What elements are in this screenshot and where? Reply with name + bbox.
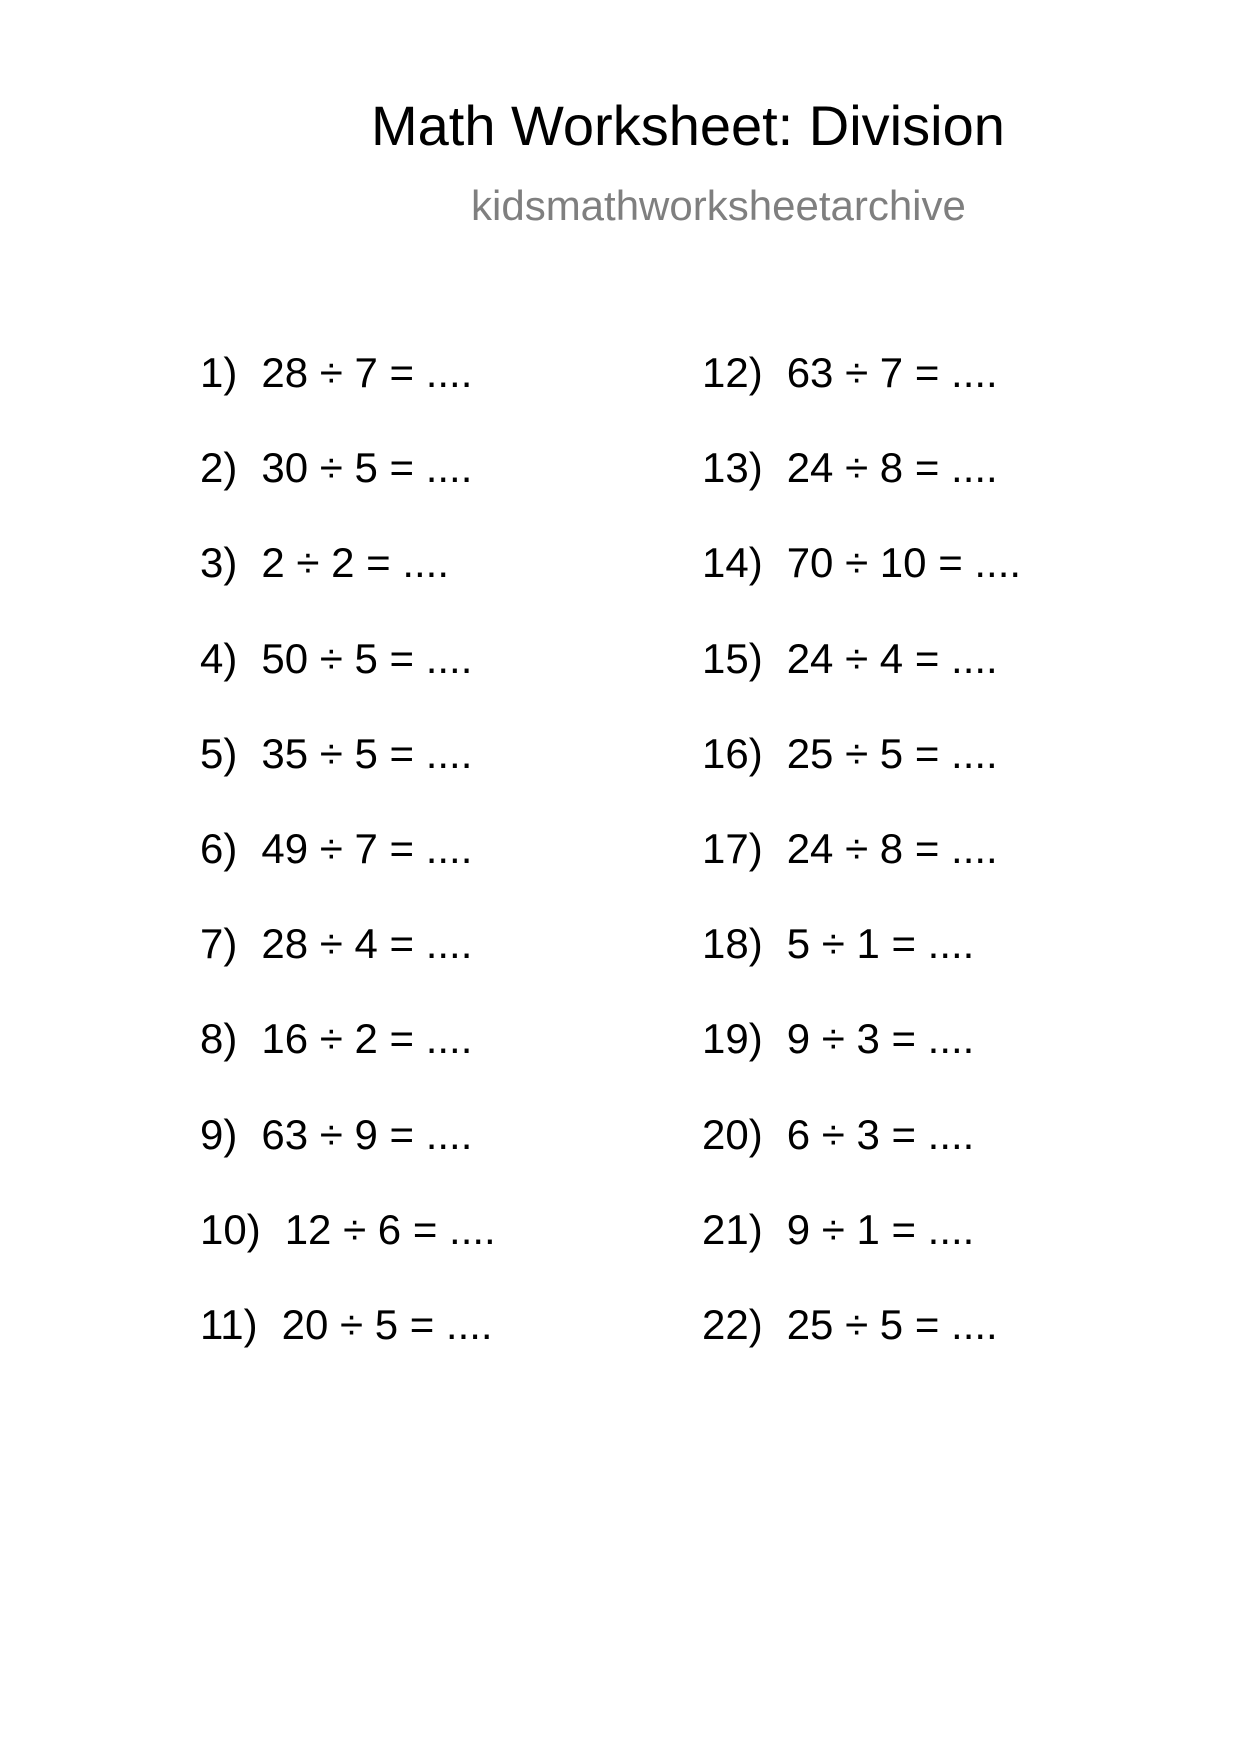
problem-expression: 63 ÷ 9 = .... [261,1110,473,1158]
problem-number: 12) [702,349,763,396]
problem-expression: 63 ÷ 7 = .... [786,349,998,396]
problem-expression: 28 ÷ 4 = .... [261,920,473,968]
problem-item [200,824,670,923]
problem-item [702,444,1172,542]
problem-column-right [702,349,1172,1399]
problem-item [702,1110,1172,1209]
problem-expression: 6 ÷ 3 = .... [786,1110,975,1158]
problem-item [200,920,670,1018]
problem-number: 17) [702,824,763,872]
problem-item [200,634,670,733]
problem-expression: 30 ÷ 5 = .... [261,444,473,492]
problem-item [702,634,1172,733]
site-name: kidsmathworksheetarchive [471,182,966,229]
problem-expression: 25 ÷ 5 = .... [786,1300,998,1348]
problem-item [702,1300,1172,1399]
problem-expression: 50 ÷ 5 = .... [261,634,473,682]
problem-number: 10) [200,1205,261,1253]
problem-number: 7) [200,920,238,968]
problem-item [200,1205,670,1304]
problem-item [200,729,670,828]
problem-number: 5) [200,729,238,777]
problem-number: 8) [200,1015,238,1063]
problem-item [702,920,1172,1018]
problem-item [702,349,1172,447]
problem-item [702,539,1172,637]
problem-expression: 12 ÷ 6 = .... [284,1205,496,1253]
problem-number: 15) [702,634,763,682]
problem-number: 21) [702,1205,763,1253]
problem-number: 6) [200,824,238,872]
problem-expression: 24 ÷ 4 = .... [786,634,998,682]
problem-expression: 9 ÷ 1 = .... [786,1205,975,1253]
problem-number: 2) [200,444,238,492]
problem-number: 11) [200,1300,258,1348]
problem-expression: 16 ÷ 2 = .... [261,1015,473,1063]
problem-expression: 2 ÷ 2 = .... [261,539,450,587]
problem-number: 1) [200,349,238,396]
problem-number: 14) [702,539,763,587]
problem-expression: 70 ÷ 10 = .... [786,539,1022,587]
page-title: Math Worksheet: Division [371,94,1005,157]
problem-number: 4) [200,634,238,682]
problem-number: 19) [702,1015,763,1063]
problem-item [200,539,670,637]
problem-item [702,729,1172,828]
problem-item [702,1205,1172,1304]
problem-number: 9) [200,1110,238,1158]
problem-item [200,1110,670,1209]
problem-expression: 28 ÷ 7 = .... [261,349,473,396]
problem-expression: 24 ÷ 8 = .... [786,824,998,872]
problem-item [200,1300,670,1399]
problem-expression: 49 ÷ 7 = .... [261,824,473,872]
problem-expression: 9 ÷ 3 = .... [786,1015,975,1063]
problem-expression: 25 ÷ 5 = .... [786,729,998,777]
problem-expression: 5 ÷ 1 = .... [786,920,975,968]
problem-column-left [200,349,670,1399]
problem-item [702,1015,1172,1113]
problem-item [200,349,670,447]
problem-expression: 35 ÷ 5 = .... [261,729,473,777]
problem-number: 20) [702,1110,763,1158]
problem-number: 18) [702,920,763,968]
problem-item [200,1015,670,1113]
problem-number: 16) [702,729,763,777]
problem-expression: 20 ÷ 5 = .... [281,1300,493,1348]
problem-expression: 24 ÷ 8 = .... [786,444,998,492]
problem-number: 3) [200,539,238,587]
problem-number: 22) [702,1300,763,1348]
problem-item [200,444,670,542]
problem-item [702,824,1172,923]
problem-number: 13) [702,444,763,492]
